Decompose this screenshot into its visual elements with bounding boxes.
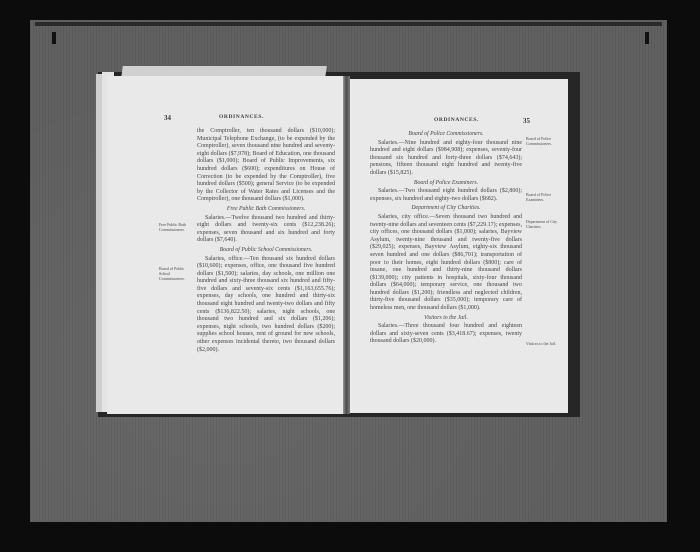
frame-top-rule bbox=[35, 22, 662, 26]
margin-note: Board of Police Commissioners. bbox=[526, 136, 552, 146]
paragraph: Salaries.—Three thousand four hundred and eighteen dollars and sixty-seven cents ($3,418.67); expenses, twenty thousand dollars ($20,000). bbox=[370, 323, 522, 345]
frame-corner-mark-left bbox=[52, 32, 56, 44]
section-heading: Board of Police Examiners. bbox=[413, 179, 479, 186]
paragraph: Salaries, city office.—Seven thousand two hundred and twenty-nine dollars and seventeen cents ($7,229.17); expenses, city offices, one thousand dollars ($1,000); salaries, Bayview Asylum, twenty-nine thousand and twenty-five dollars ($29,025); expenses, Bayview Asylum, eighty-six thousand seven hundred and one dollars ($86,701); transportation of poor to their homes, eight hundred dollars ($800); care of insane, one hundred and thirty-nine thousand dollars ($139,000); city patients in hospitals, sixty-four thousand dollars ($64,000); temporary service, one thousand two hundred dollars ($1,200); friendless and neglected children, thirty-five thousand dollars ($35,000); temporary care of homeless men, one thousand dollars ($1,000). bbox=[370, 213, 522, 312]
running-head: ORDINANCES. bbox=[434, 117, 479, 123]
section-heading: Free Public Bath Commissioners. bbox=[226, 205, 306, 212]
margin-note: Free Public Bath Commissioners. bbox=[159, 222, 186, 232]
page-number: 34 bbox=[164, 114, 171, 122]
margin-note: Department of City Charities. bbox=[526, 219, 558, 229]
page-body-text bbox=[197, 128, 335, 354]
frame-corner-mark-right bbox=[645, 32, 649, 44]
right-page bbox=[350, 79, 568, 413]
running-head: ORDINANCES. bbox=[219, 114, 264, 120]
section-heading: Board of Public School Commissioners. bbox=[219, 246, 313, 253]
paragraph: Salaries.—Twelve thousand two hundred and thirty-eight dollars and twenty-six cents ($12,238.26); expenses, seven thousand and six hundred and forty dollars ($7,640). bbox=[197, 214, 335, 244]
page-number: 35 bbox=[523, 117, 530, 125]
margin-note: Board of Police Examiners. bbox=[526, 192, 552, 202]
paragraph: Salaries, office.—Ten thousand six hundred dollars ($10,600); expenses, office, one thousand five hundred dollars ($1,500); salaries, day schools, one million one hundred and sixty-three thousand six hundred and fifty-five dollars and seventy-six cents ($1,163,655.76); expenses, day schools, one hundred and thirty-six thousand eight hundred and twenty-two dollars and fifty cents ($136,822.50); salaries, night schools, one thousand two hundred and six dollars ($1,206); expenses, night schools, two hundred dollars ($200); supplies school houses, rent of ground for new schools, other expenses incidental thereto, two thousand dollars ($2,000). bbox=[197, 255, 335, 353]
margin-note: Visitors to the Jail. bbox=[526, 341, 556, 346]
paragraph: the Comptroller, ten thousand dollars ($10,000); Municipal Telephone Exchange, (to be expended by the Comptroller), seven thousand nine hundred and seventy-eight dollars ($7,978); Board of Education, one thousand dollars ($1,000); Board of Public Improvements, six hundred dollars ($600); expenditures on House of Correction (to be expended by the Comptroller), five hundred dollars ($500); general Service (to be expended by the Collector of Water Rates and Licenses and the Comptroller), one thousand dollars ($1,000). bbox=[197, 128, 335, 203]
page-body-text bbox=[370, 129, 522, 346]
paragraph: Salaries.—Nine hundred and eighty-four thousand nine hundred and eight dollars ($984,908); expenses, seventy-four thousand six hundred and forty-three dollars ($74,643); pensions, fifteen thousand eight hundred and twenty-five dollars ($15,825). bbox=[370, 139, 522, 176]
section-heading: Board of Police Commissioners. bbox=[408, 131, 484, 137]
book-gutter bbox=[343, 76, 350, 414]
section-heading: Department of City Charities. bbox=[411, 205, 481, 212]
left-page bbox=[107, 76, 343, 414]
section-heading: Visitors to the Jail. bbox=[424, 314, 468, 321]
margin-note: Board of Public School Commissioners. bbox=[159, 266, 185, 281]
paragraph: Salaries.—Two thousand eight hundred dollars ($2,800); expenses, six hundred and eighty-two dollars ($682). bbox=[370, 188, 522, 202]
